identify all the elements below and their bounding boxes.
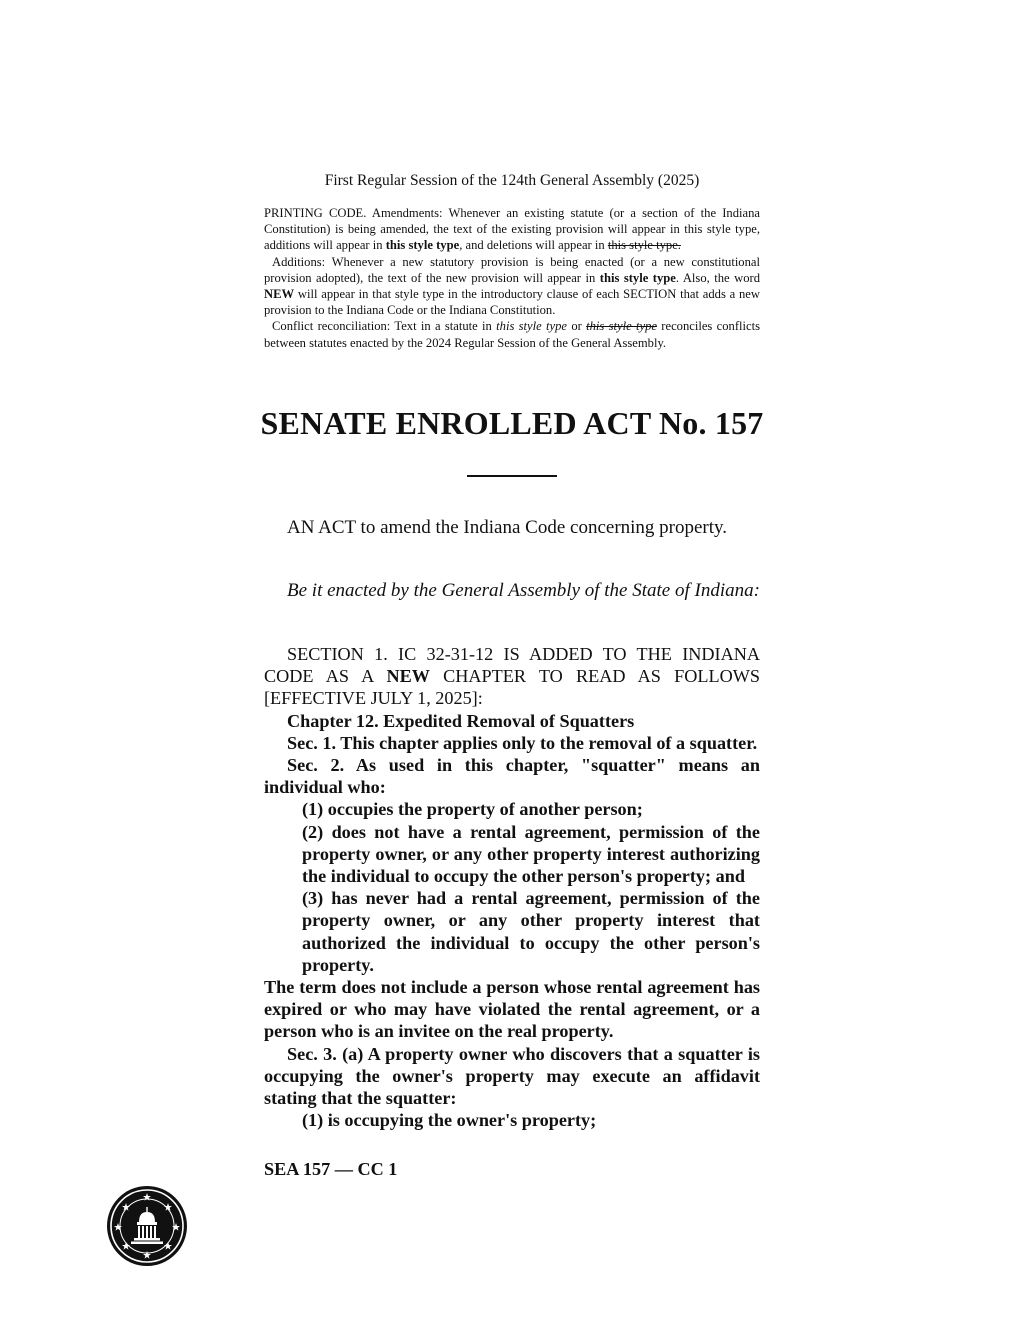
sec-2: Sec. 2. As used in this chapter, "squatter" means an individual who: [264, 755, 760, 798]
sec-3: Sec. 3. (a) A property owner who discovers that a squatter is occupying the owner's property may execute an affidavit stating that the squatter: [264, 1043, 760, 1109]
printing-code-notice [264, 205, 760, 351]
session-heading: First Regular Session of the 124th General Assembly (2025) [324, 172, 700, 189]
bill-footer-label: SEA 157 — CC 1 [264, 1159, 398, 1179]
sec-2-item: (3) has never had a rental agreement, permission of the property owner, or any other property interest that authorized the individual to occupy the other person's property. [302, 888, 760, 975]
printing-code-conflict [264, 318, 760, 350]
printing-code-amendments [264, 205, 760, 254]
state-seal-icon [106, 1185, 188, 1267]
printing-code-text: Conflict reconciliation: Text in a statute in [272, 319, 497, 334]
printing-code-italic-strike-sample: this style type [586, 319, 657, 334]
printing-code-strike-sample: this style type. [607, 238, 681, 253]
new-marker: NEW [386, 666, 430, 687]
chapter-heading: Chapter 12. Expedited Removal of Squatters [287, 710, 635, 731]
printing-code-text: will appear in that style type in the introductory clause of each SECTION that adds a new provision to the Indiana Code or the Indiana Constitution. [264, 287, 760, 318]
sec-2-tail: The term does not include a person whose rental agreement has expired or who may have violated the rental agreement, or a person who is an invitee on the real property. [264, 977, 760, 1042]
printing-code-text: Additions: Whenever a new statutory provision is being enacted (or a new constitutional provision adopted), the text of the new provision will appear in [264, 254, 760, 285]
section-1-body [264, 643, 760, 1131]
sec-2-item: (2) does not have a rental agreement, permission of the property owner, or any other property interest authorizing the individual to occupy the other person's property; and [302, 821, 760, 887]
printing-code-text: , and deletions will appear in [459, 238, 608, 253]
act-summary: AN ACT to amend the Indiana Code concerning property. [287, 517, 728, 538]
printing-code-text: . Also, the word [675, 270, 760, 285]
printing-code-text: reconciles conflicts between statutes enacted by the 2024 Regular Session of the General Assembly. [264, 319, 760, 350]
printing-code-text: or [567, 319, 587, 334]
printing-code-bold-sample: this style type [599, 270, 676, 285]
act-title: SENATE ENROLLED ACT No. 157 [260, 405, 764, 441]
printing-code-additions [264, 254, 760, 319]
printing-code-text: PRINTING CODE. Amendments: Whenever an existing statute (or a section of the Indiana Constitution) is being amended, the text of the existing provision will appear in this style type, additions will appear in [264, 206, 760, 253]
enacting-clause: Be it enacted by the General Assembly of the State of Indiana: [287, 580, 760, 601]
sec-3-item: (1) is occupying the owner's property; [302, 1110, 597, 1131]
printing-code-bold-sample: this style type [385, 238, 460, 253]
section-1-intro [264, 643, 760, 710]
printing-code-italic-sample: this style type [496, 319, 568, 334]
sec-1: Sec. 1. This chapter applies only to the removal of a squatter. [287, 732, 758, 753]
section-intro-text: CHAPTER TO READ AS FOLLOWS [EFFECTIVE JULY 1, 2025]: [264, 666, 760, 709]
title-divider [467, 475, 557, 477]
sec-2-item: (1) occupies the property of another person; [302, 799, 643, 820]
printing-code-new-word: NEW [264, 287, 295, 302]
section-intro-text: SECTION 1. IC 32-31-12 IS ADDED TO THE INDIANA CODE AS A [264, 644, 760, 687]
